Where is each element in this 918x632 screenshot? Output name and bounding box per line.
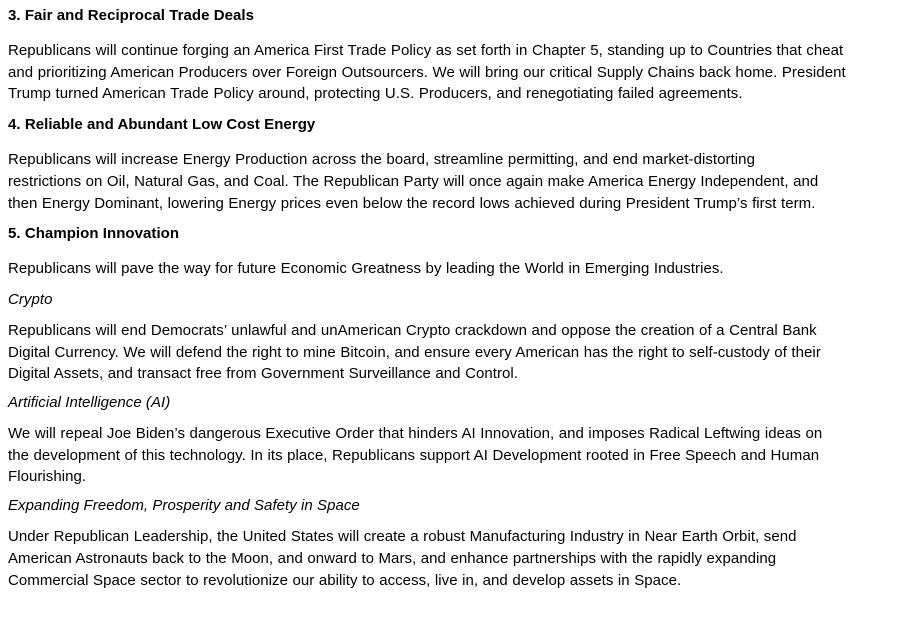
section-3-heading: 3. Fair and Reciprocal Trade Deals — [8, 7, 254, 24]
crypto-line-3: Digital Assets, and transact free from Government Surveillance and Control. — [8, 365, 519, 383]
crypto-paragraph — [8, 320, 910, 385]
section-4-heading: 4. Reliable and Abundant Low Cost Energy — [8, 116, 316, 134]
section-5-intro-line: Republicans will pave the way for future Economic Greatness by leading the World in Emerging Industries. — [8, 260, 724, 278]
space-line-2: American Astronauts back to the Moon, and onward to Mars, and enhance partnerships with the rapidly expanding — [8, 549, 777, 567]
ai-paragraph — [8, 423, 910, 488]
crypto-line-2: Digital Currency. We will defend the right to mine Bitcoin, and ensure every American has the right to self-custody of their — [8, 343, 821, 361]
section-3-line-1: Republicans will continue forging an America First Trade Policy as set forth in Chapter 5, standing up to Countries that cheat — [8, 42, 844, 59]
crypto-line-1: Republicans will end Democrats’ unlawful and unAmerican Crypto crackdown and oppose the creation of a Central Bank — [8, 321, 817, 339]
section-4-line-3: then Energy Dominant, lowering Energy prices even below the record lows achieved during President Trump’s first term. — [8, 194, 816, 212]
ai-line-2: the development of this technology. In its place, Republicans support AI Development rooted in Free Speech and Human — [8, 446, 820, 464]
space-paragraph — [8, 526, 910, 591]
section-3-paragraph — [8, 40, 910, 105]
section-4-line-1: Republicans will increase Energy Production across the board, streamline permitting, and end market-distorting — [8, 151, 755, 169]
section-5-intro — [8, 258, 910, 280]
section-3-line-3: Trump turned American Trade Policy around, protecting U.S. Producers, and renegotiating failed agreements. — [8, 85, 743, 103]
section-4-line-2: restrictions on Oil, Natural Gas, and Coal. The Republican Party will once again make America Energy Independent, and — [8, 172, 819, 190]
ai-subheading: Artificial Intelligence (AI) — [8, 394, 171, 412]
section-5-heading: 5. Champion Innovation — [8, 225, 180, 243]
space-line-1: Under Republican Leadership, the United States will create a robust Manufacturing Industry in Near Earth Orbit, send — [8, 528, 797, 546]
space-line-3: Commercial Space sector to revolutionize our ability to access, live in, and develop assets in Space. — [8, 571, 682, 589]
space-subheading: Expanding Freedom, Prosperity and Safety in Space — [8, 497, 360, 515]
ai-line-3: Flourishing. — [8, 468, 87, 486]
section-4-paragraph — [8, 149, 910, 214]
section-3-line-2: and prioritizing American Producers over Foreign Outsourcers. We will bring our critical Supply Chains back home. President — [8, 63, 846, 81]
crypto-subheading: Crypto — [8, 290, 53, 308]
ai-line-1: We will repeal Joe Biden’s dangerous Executive Order that hinders AI Innovation, and imposes Radical Leftwing ideas on — [8, 425, 823, 443]
